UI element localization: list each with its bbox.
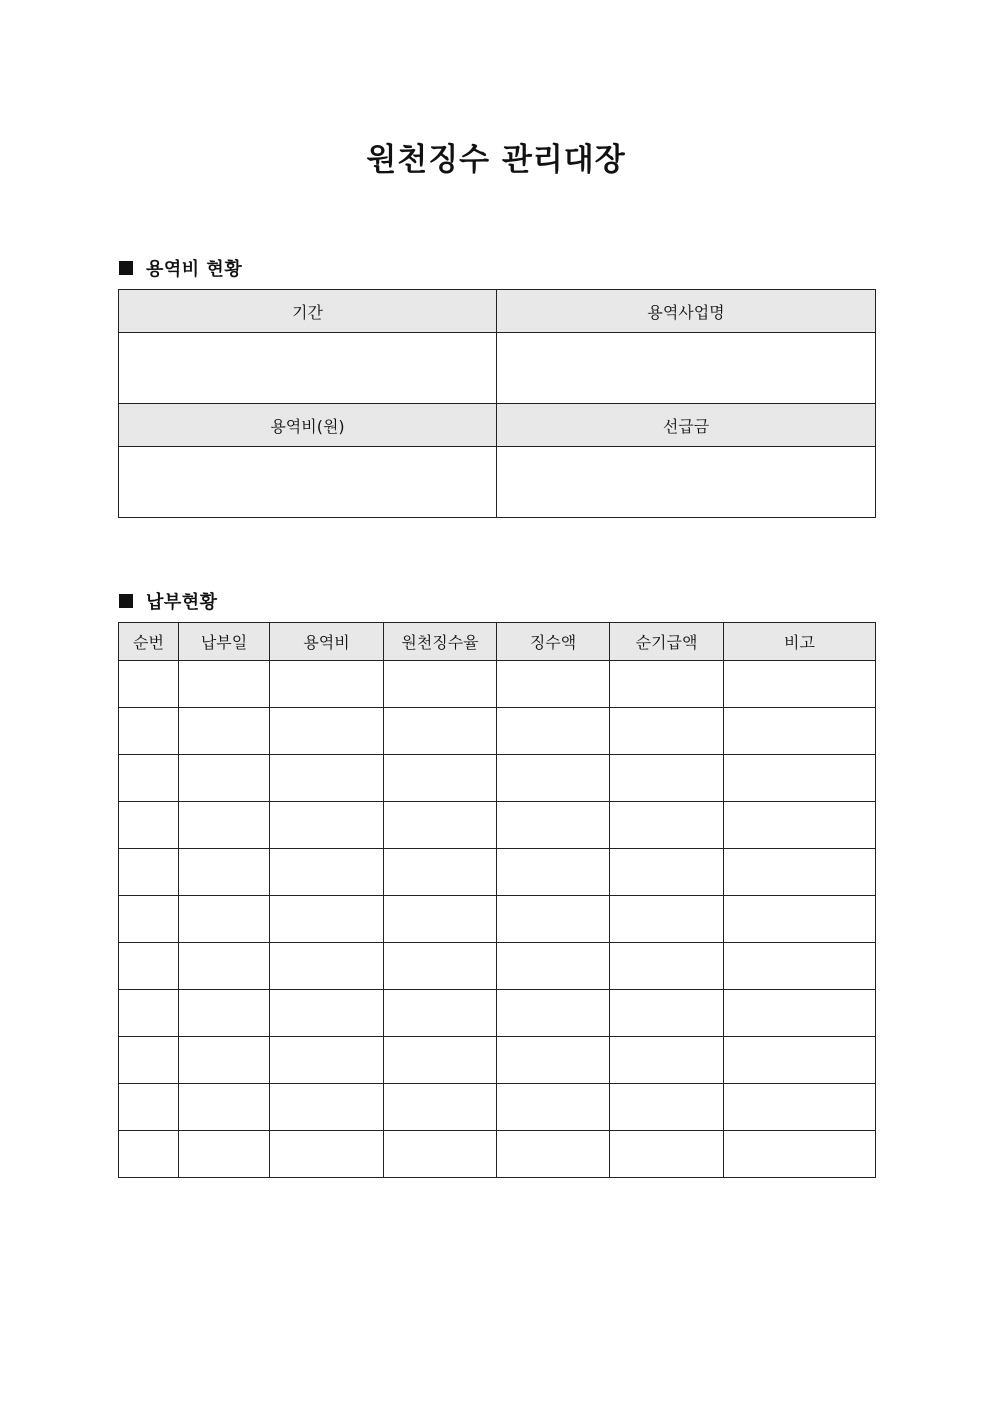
table-cell[interactable] — [270, 896, 384, 943]
table-row — [119, 990, 876, 1037]
table-cell[interactable] — [270, 802, 384, 849]
input-row — [119, 447, 876, 518]
table-cell[interactable] — [384, 943, 497, 990]
table-cell[interactable] — [179, 896, 270, 943]
col-header-seq: 순번 — [119, 623, 179, 661]
table-cell[interactable] — [497, 661, 610, 708]
col-header-collected-amount: 징수액 — [497, 623, 610, 661]
table-cell[interactable] — [179, 1084, 270, 1131]
table-cell[interactable] — [610, 1131, 724, 1178]
table-cell[interactable] — [119, 990, 179, 1037]
table-cell[interactable] — [384, 708, 497, 755]
table-cell[interactable] — [179, 943, 270, 990]
table-cell[interactable] — [724, 943, 876, 990]
header-row — [119, 404, 876, 447]
table-cell[interactable] — [724, 1131, 876, 1178]
col-header-withholding-rate: 원천징수율 — [384, 623, 497, 661]
advance-payment-header: 선급금 — [497, 404, 876, 447]
table-cell[interactable] — [384, 1084, 497, 1131]
table-row — [119, 849, 876, 896]
section-heading-label: 용역비 현황 — [146, 259, 243, 280]
table-cell[interactable] — [384, 755, 497, 802]
table-cell[interactable] — [119, 943, 179, 990]
table-cell[interactable] — [119, 849, 179, 896]
table-cell[interactable] — [724, 802, 876, 849]
table-cell[interactable] — [179, 755, 270, 802]
period-header: 기간 — [119, 290, 497, 333]
table-cell[interactable] — [270, 755, 384, 802]
table-cell[interactable] — [270, 708, 384, 755]
square-bullet-icon — [119, 594, 133, 608]
table-cell[interactable] — [384, 1037, 497, 1084]
table-cell[interactable] — [119, 708, 179, 755]
table-cell[interactable] — [724, 661, 876, 708]
table-row — [119, 708, 876, 755]
table-row — [119, 896, 876, 943]
table-cell[interactable] — [179, 1131, 270, 1178]
table-cell[interactable] — [610, 755, 724, 802]
table-cell[interactable] — [724, 708, 876, 755]
header-row — [119, 623, 876, 661]
col-header-service-fee: 용역비 — [270, 623, 384, 661]
table-cell[interactable] — [497, 708, 610, 755]
table-row — [119, 1084, 876, 1131]
table-cell[interactable] — [610, 1084, 724, 1131]
advance-payment-cell[interactable] — [497, 447, 876, 518]
table-cell[interactable] — [497, 896, 610, 943]
table-cell[interactable] — [724, 755, 876, 802]
table-cell[interactable] — [497, 1084, 610, 1131]
table-cell[interactable] — [179, 708, 270, 755]
table-row — [119, 755, 876, 802]
table-cell[interactable] — [724, 1084, 876, 1131]
service-fee-cell[interactable] — [119, 447, 497, 518]
table-cell[interactable] — [119, 1131, 179, 1178]
table-cell[interactable] — [179, 802, 270, 849]
table-cell[interactable] — [179, 990, 270, 1037]
table-cell[interactable] — [179, 661, 270, 708]
table-cell[interactable] — [384, 661, 497, 708]
col-header-net-payment: 순기급액 — [610, 623, 724, 661]
table-cell[interactable] — [724, 1037, 876, 1084]
table-cell[interactable] — [610, 708, 724, 755]
project-name-cell[interactable] — [497, 333, 876, 404]
table-cell[interactable] — [497, 1131, 610, 1178]
table-cell[interactable] — [610, 661, 724, 708]
square-bullet-icon — [119, 261, 133, 275]
table-cell[interactable] — [270, 849, 384, 896]
table-cell[interactable] — [270, 1084, 384, 1131]
table-cell[interactable] — [384, 849, 497, 896]
table-cell[interactable] — [384, 1131, 497, 1178]
table-cell[interactable] — [497, 802, 610, 849]
table-cell[interactable] — [610, 1037, 724, 1084]
section-heading-payment-status — [119, 588, 218, 614]
table-cell[interactable] — [724, 990, 876, 1037]
section-heading-label: 납부현황 — [146, 592, 218, 613]
table-cell[interactable] — [270, 990, 384, 1037]
table-row — [119, 661, 876, 708]
col-header-payment-date: 납부일 — [179, 623, 270, 661]
period-cell[interactable] — [119, 333, 497, 404]
table-cell[interactable] — [384, 802, 497, 849]
col-header-remarks: 비고 — [724, 623, 876, 661]
table-cell[interactable] — [610, 849, 724, 896]
table-cell[interactable] — [610, 943, 724, 990]
table-cell[interactable] — [497, 990, 610, 1037]
table-cell[interactable] — [610, 990, 724, 1037]
payment-status-table — [118, 622, 876, 1178]
table-cell[interactable] — [610, 802, 724, 849]
table-cell[interactable] — [497, 1037, 610, 1084]
table-cell[interactable] — [610, 896, 724, 943]
table-cell[interactable] — [119, 661, 179, 708]
table-cell[interactable] — [384, 990, 497, 1037]
project-name-header: 용역사업명 — [497, 290, 876, 333]
table-cell[interactable] — [724, 849, 876, 896]
table-cell[interactable] — [270, 1131, 384, 1178]
table-cell[interactable] — [724, 896, 876, 943]
table-cell[interactable] — [270, 943, 384, 990]
table-cell[interactable] — [179, 849, 270, 896]
service-fee-header: 용역비(원) — [119, 404, 497, 447]
input-row — [119, 333, 876, 404]
section-heading-service-fee — [119, 255, 242, 281]
table-row — [119, 802, 876, 849]
header-row — [119, 290, 876, 333]
table-cell[interactable] — [270, 1037, 384, 1084]
table-row — [119, 1037, 876, 1084]
table-cell[interactable] — [497, 943, 610, 990]
table-cell[interactable] — [497, 755, 610, 802]
table-cell[interactable] — [270, 661, 384, 708]
table-row — [119, 943, 876, 990]
table-cell[interactable] — [179, 1037, 270, 1084]
table-cell[interactable] — [384, 896, 497, 943]
page-title: 원천징수 관리대장 — [366, 142, 626, 178]
table-cell[interactable] — [119, 755, 179, 802]
table-cell[interactable] — [119, 1084, 179, 1131]
service-fee-table — [118, 289, 876, 518]
table-row — [119, 1131, 876, 1178]
table-cell[interactable] — [497, 849, 610, 896]
table-cell[interactable] — [119, 1037, 179, 1084]
table-cell[interactable] — [119, 896, 179, 943]
table-cell[interactable] — [119, 802, 179, 849]
